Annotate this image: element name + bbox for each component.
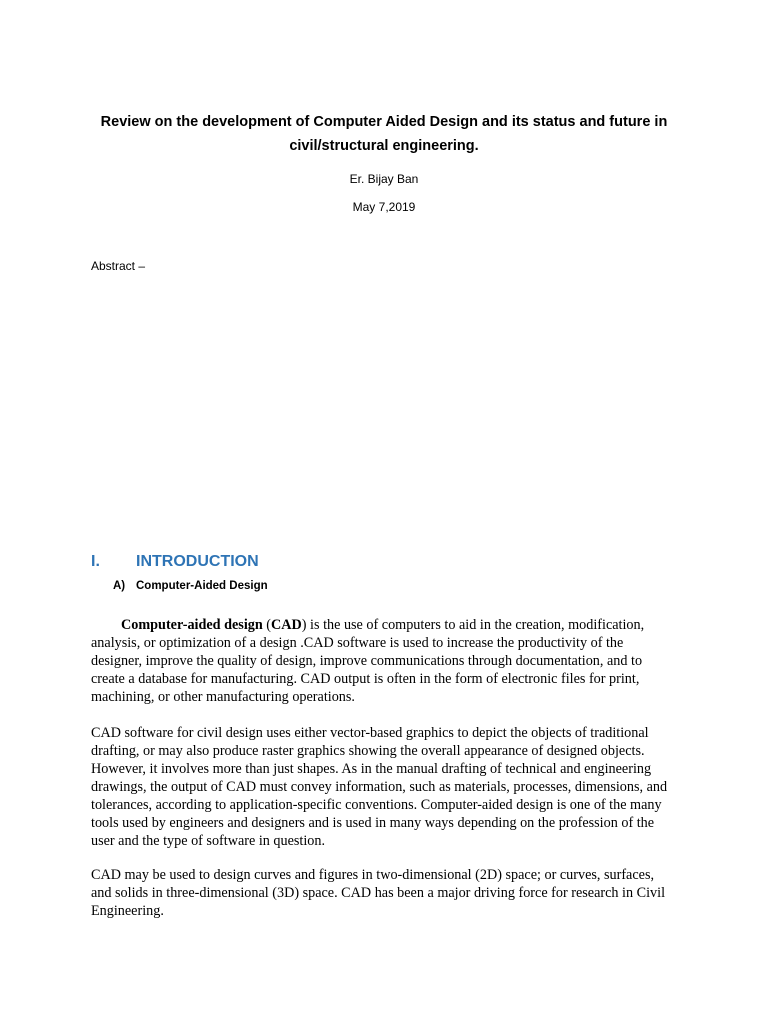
author-name: Er. Bijay Ban: [349, 172, 419, 186]
subsection-heading: [113, 580, 268, 592]
paren-open: (: [262, 617, 272, 633]
section-title: INTRODUCTION: [136, 553, 259, 570]
publication-date: May 7,2019: [352, 200, 416, 214]
subsection-title: Computer-Aided Design: [136, 580, 268, 592]
body-paragraph-2: CAD software for civil design uses either vector-based graphics to depict the objects of traditional drafting, or may also produce raster graphics showing the overall appearance of designed objects. However, it involves more than just shapes. As in the manual drafting of technical and engineering drawings, the output of CAD must convey information, such as materials, processes, dimensions, and tolerances, according to application-specific conventions. Computer-aided design is one of the many tools used by engineers and designers and is used in many ways depending on the profession of the user and the type of software in question.: [91, 725, 668, 849]
paper-title: Review on the development of Computer Aided Design and its status and future in civil/structural engineering.: [100, 114, 668, 154]
term-cad: Computer-aided design: [121, 617, 263, 633]
abstract-body: [91, 285, 671, 535]
subsection-letter: A): [113, 580, 126, 592]
body-paragraph-1: [91, 616, 671, 706]
abstract-label: Abstract –: [91, 259, 146, 273]
abbr-cad: CAD: [271, 617, 302, 633]
body-paragraph-3: CAD may be used to design curves and figures in two-dimensional (2D) space; or curves, surfaces, and solids in three-dimensional (3D) space. CAD has been a major driving force for research in Civil Engineering.: [91, 867, 666, 919]
paragraph-1-rest: ) is the use of computers to aid in the creation, modification, analysis, or optimization of a design .CAD software is used to increase the productivity of the designer, improve the quality of design, improve communications through documentation, and to create a database for manufacturing. CAD output is often in the form of electronic files for print, machining, or other manufacturing operations.: [91, 617, 645, 705]
section-number: I.: [91, 553, 100, 570]
section-heading-introduction: [91, 553, 259, 571]
